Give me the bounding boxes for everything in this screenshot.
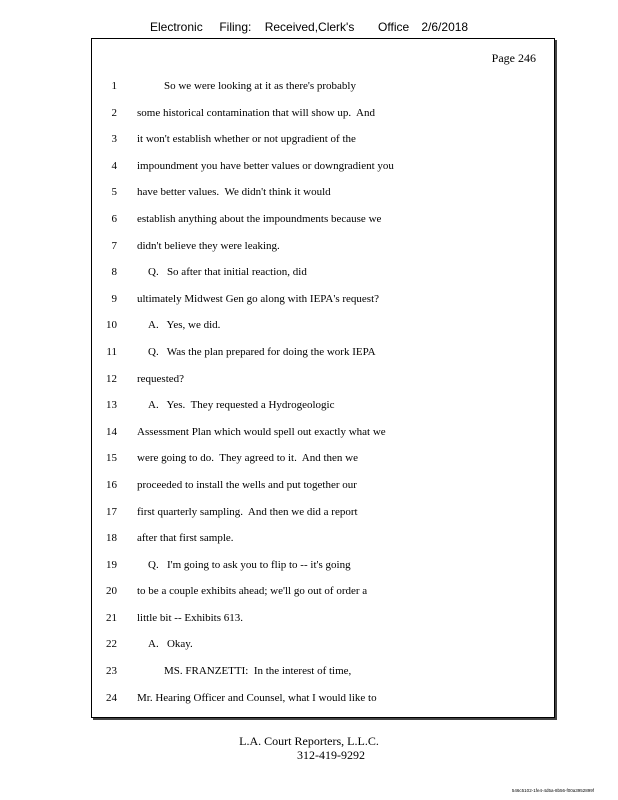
transcript-line (92, 445, 554, 472)
line-number: 7 (111, 239, 117, 252)
line-number: 11 (106, 345, 117, 358)
transcript-lines (92, 73, 554, 711)
line-text: Q. Was the plan prepared for doing the work IEPA (148, 345, 376, 358)
transcript-line (92, 100, 554, 127)
header-electronic: Electronic (150, 20, 203, 34)
line-text: to be a couple exhibits ahead; we'll go out of order a (137, 585, 368, 598)
footer (0, 734, 618, 762)
line-number: 21 (106, 611, 117, 624)
transcript-line (92, 366, 554, 393)
transcript-line (92, 525, 554, 552)
transcript-line (92, 73, 554, 100)
transcript-line (92, 286, 554, 313)
line-number: 12 (106, 372, 117, 385)
line-text: didn't believe they were leaking. (137, 239, 280, 252)
line-text: MS. FRANZETTI: In the interest of time, (164, 665, 352, 678)
line-number: 8 (111, 266, 117, 279)
document-id: 546c5102-1fe4-4d5a-8b56-f00a3952899f (511, 788, 594, 793)
line-text: Assessment Plan which would spell out exactly what we (137, 425, 386, 438)
transcript-line (92, 499, 554, 526)
line-number: 13 (106, 399, 117, 412)
line-text: impoundment you have better values or downgradient you (137, 159, 394, 172)
line-number: 3 (111, 133, 117, 146)
transcript-line (92, 392, 554, 419)
line-number: 4 (111, 159, 117, 172)
line-text: Q. So after that initial reaction, did (148, 266, 307, 279)
transcript-line (92, 578, 554, 605)
line-text: A. Yes, we did. (148, 319, 221, 332)
line-number: 17 (106, 505, 117, 518)
line-number: 20 (106, 585, 117, 598)
filing-header (150, 20, 468, 34)
transcript-line (92, 472, 554, 499)
line-number: 14 (106, 425, 117, 438)
transcript-line (92, 339, 554, 366)
transcript-line (92, 658, 554, 685)
line-number: 1 (111, 80, 117, 92)
line-text: ultimately Midwest Gen go along with IEPA's request? (137, 292, 380, 305)
line-text: A. Okay. (148, 638, 193, 651)
line-number: 6 (111, 212, 117, 225)
line-number: 18 (106, 532, 117, 545)
line-text: were going to do. They agreed to it. And then we (137, 452, 358, 465)
line-text: A. Yes. They requested a Hydrogeologic (148, 399, 335, 412)
transcript-line (92, 206, 554, 233)
transcript-line (92, 631, 554, 658)
line-text: little bit -- Exhibits 613. (137, 611, 244, 624)
header-filing: Filing: (219, 20, 252, 34)
line-text: So we were looking at it as there's probably (164, 80, 356, 92)
line-number: 5 (111, 186, 117, 199)
line-number: 15 (106, 452, 117, 465)
transcript-line (92, 233, 554, 260)
page-number: Page 246 (491, 51, 536, 65)
line-number: 22 (106, 638, 117, 651)
line-text: Q. I'm going to ask you to flip to -- it's going (148, 558, 351, 571)
line-text: establish anything about the impoundments because we (137, 212, 382, 225)
transcript-line (92, 126, 554, 153)
transcript-line (92, 312, 554, 339)
line-number: 2 (111, 106, 117, 119)
line-text: Mr. Hearing Officer and Counsel, what I would like to (137, 691, 377, 704)
transcript-line (92, 419, 554, 446)
header-received: Received,Clerk's (264, 20, 355, 34)
line-number: 19 (106, 558, 117, 571)
transcript-line (92, 153, 554, 180)
line-number: 23 (106, 665, 117, 678)
transcript-line (92, 605, 554, 632)
line-text: first quarterly sampling. And then we did a report (137, 505, 358, 518)
line-text: proceeded to install the wells and put together our (137, 478, 357, 491)
line-number: 24 (106, 691, 117, 704)
reporter-company: L.A. Court Reporters, L.L.C. (239, 734, 379, 748)
header-date: 2/6/2018 (421, 20, 469, 34)
transcript-page (91, 38, 555, 718)
line-number: 16 (106, 478, 117, 491)
transcript-line (92, 259, 554, 286)
transcript-line (92, 685, 554, 712)
line-text: some historical contamination that will show up. And (137, 106, 375, 119)
line-text: it won't establish whether or not upgradient of the (137, 133, 356, 146)
line-text: requested? (137, 372, 185, 385)
line-text: have better values. We didn't think it would (137, 186, 331, 199)
header-office: Office (378, 20, 410, 34)
transcript-line (92, 552, 554, 579)
line-number: 9 (111, 292, 117, 305)
reporter-phone: 312-419-9292 (297, 748, 365, 762)
line-number: 10 (106, 319, 117, 332)
transcript-line (92, 179, 554, 206)
line-text: after that first sample. (137, 532, 234, 545)
